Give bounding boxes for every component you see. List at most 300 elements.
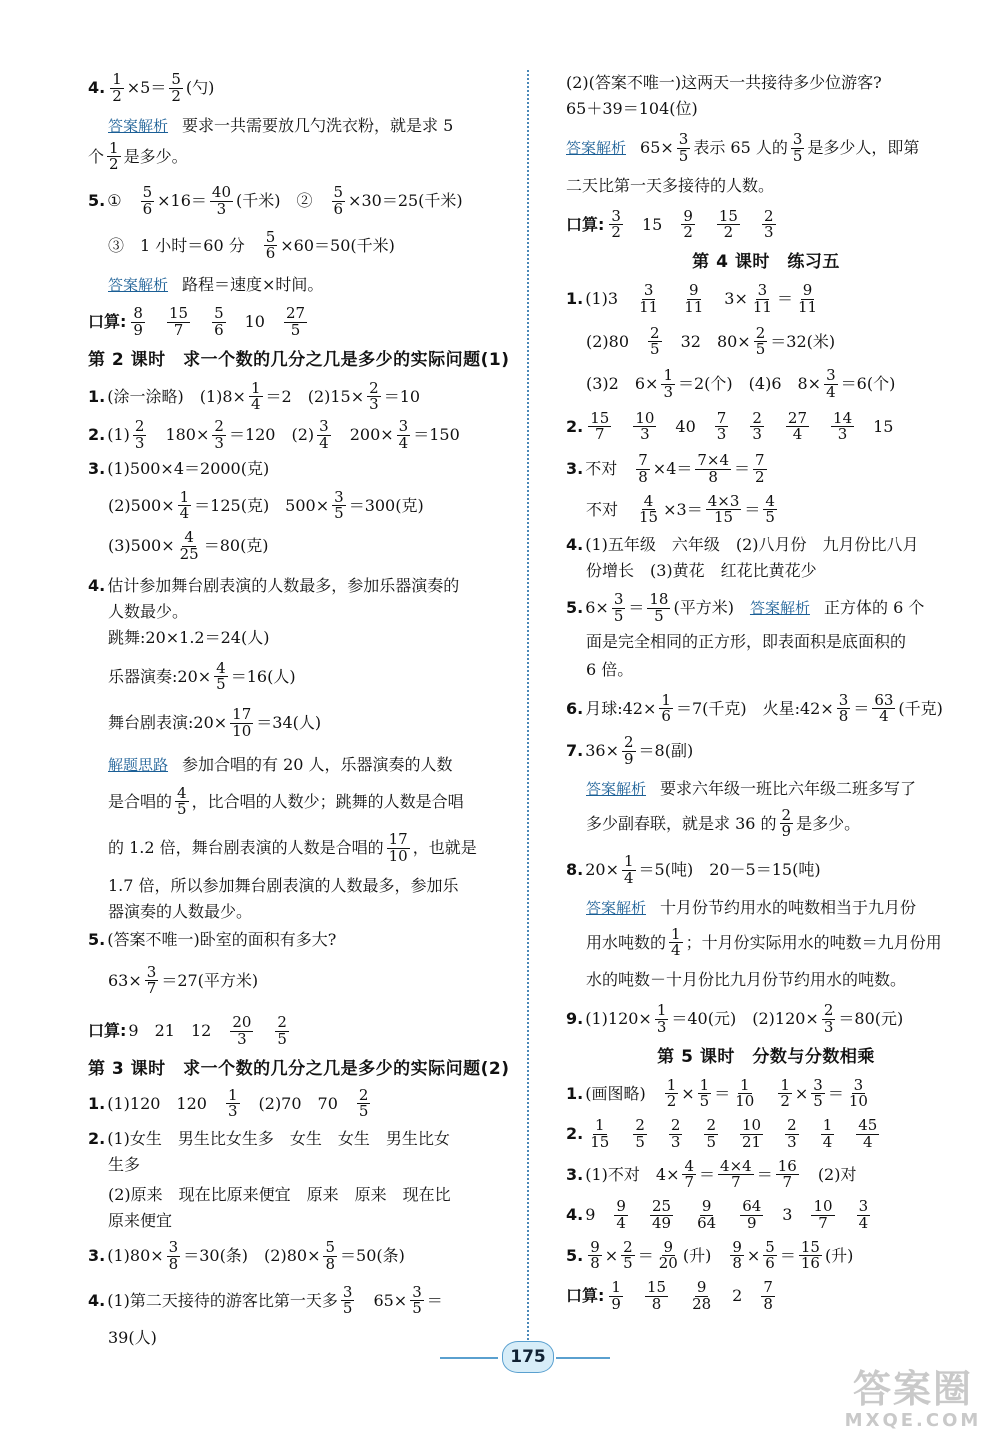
text-run: 9 bbox=[585, 1205, 612, 1225]
answer-line bbox=[88, 419, 520, 452]
text-run: ＝120 (2) bbox=[228, 425, 315, 445]
answer-tag: 答案解析 bbox=[108, 276, 169, 294]
fraction bbox=[648, 323, 662, 359]
answer-line bbox=[88, 72, 520, 105]
numerator: 1 bbox=[179, 487, 190, 506]
answer-line bbox=[566, 560, 966, 582]
text-run: ＝ bbox=[734, 459, 751, 479]
text-run bbox=[766, 1123, 782, 1145]
answer-line bbox=[88, 530, 520, 563]
text-run: (1)五年级 六年级 (2)八月份 九月份比八月 bbox=[585, 535, 919, 554]
text-run: (1)女生 男生比女生多 女生 女生 男生比女 bbox=[107, 1129, 450, 1148]
item-number: 6. bbox=[566, 698, 584, 718]
text-run: (升) bbox=[682, 1245, 728, 1265]
column-divider bbox=[527, 70, 529, 1360]
text-run: 180× bbox=[149, 425, 210, 445]
item-number: 2. bbox=[566, 416, 584, 436]
page-footer bbox=[440, 1335, 610, 1375]
fraction bbox=[622, 854, 636, 887]
denominator: 4 bbox=[616, 1213, 626, 1232]
text-run: ＝50(条) bbox=[340, 1246, 405, 1266]
text-run: 32 80× bbox=[664, 331, 751, 351]
text-run: (1)不对 4× bbox=[585, 1164, 680, 1184]
numerator: 1 bbox=[109, 138, 119, 157]
text-run: (1)120 120 bbox=[107, 1093, 223, 1113]
text-run: (2)原来 现在比原来便宜 原来 原来 现在比 bbox=[108, 1185, 451, 1204]
text-run: ① bbox=[107, 191, 138, 211]
denominator: 5 bbox=[412, 1299, 422, 1318]
denominator: 4 bbox=[858, 1213, 869, 1232]
numerator: 2 bbox=[214, 417, 224, 435]
text-run bbox=[148, 311, 164, 333]
denominator: 16 bbox=[800, 1254, 820, 1273]
numerator: 25 bbox=[651, 1197, 672, 1215]
numerator: 3 bbox=[853, 1075, 864, 1094]
item-number: 2. bbox=[88, 1129, 106, 1148]
text-run: 6 倍。 bbox=[586, 659, 634, 679]
numerator: 3 bbox=[611, 206, 621, 225]
text-run: 二天比第一天多接待的人数。 bbox=[566, 175, 775, 195]
text-run: ＝40(元) (2)120× bbox=[671, 1009, 819, 1029]
text-run: 3 bbox=[766, 1205, 809, 1225]
answer-line bbox=[566, 98, 966, 120]
text-run bbox=[802, 1123, 818, 1145]
denominator: 4 bbox=[879, 707, 889, 726]
answer-line bbox=[88, 1184, 520, 1206]
denominator: 4 bbox=[826, 382, 836, 401]
denominator: 10 bbox=[735, 1092, 755, 1111]
right-column bbox=[566, 72, 966, 1313]
denominator: 7 bbox=[731, 1173, 741, 1192]
answer-line bbox=[566, 897, 966, 919]
text-run bbox=[614, 1123, 630, 1145]
fraction bbox=[763, 491, 777, 527]
text-run: 多少副春联，就是求 36 的 bbox=[586, 813, 777, 833]
item-number: 1. bbox=[566, 289, 584, 309]
numerator: 17 bbox=[232, 705, 252, 723]
text-run: ＝ bbox=[699, 1164, 716, 1184]
fraction bbox=[284, 306, 307, 339]
fraction bbox=[214, 658, 228, 694]
fraction bbox=[357, 1085, 371, 1121]
text-run: 要求一共需要放几勺洗衣粉，就是求 5 bbox=[182, 115, 454, 135]
numerator: 7×4 bbox=[697, 451, 730, 469]
fraction bbox=[661, 368, 675, 401]
numerator: 9 bbox=[683, 206, 693, 225]
item-number: 口算: bbox=[566, 1286, 605, 1306]
text-run bbox=[614, 416, 630, 438]
fraction bbox=[750, 408, 764, 444]
denominator: 5 bbox=[342, 1299, 353, 1318]
text-run: 1.7 倍，所以参加舞台剧表演的人数最多，参加乐 bbox=[108, 875, 459, 895]
numerator: 9 bbox=[732, 1237, 742, 1256]
fraction bbox=[637, 491, 660, 527]
text-run: 参加合唱的有 20 人，乐器演奏的人数 bbox=[182, 754, 453, 774]
item-number: 5. bbox=[566, 1245, 584, 1265]
text-run: ＝ bbox=[756, 1164, 773, 1184]
denominator: 6 bbox=[214, 320, 224, 339]
numerator: 14 bbox=[833, 408, 853, 427]
text-run: 份增长 (3)黄花 红花比黄花少 bbox=[586, 561, 817, 580]
denominator: 5 bbox=[635, 1132, 645, 1151]
answer-line bbox=[566, 924, 966, 960]
answer-line bbox=[566, 323, 966, 359]
item-number: 5. bbox=[88, 191, 106, 211]
text-run: 用水吨数的 bbox=[586, 932, 667, 952]
text-run bbox=[837, 1123, 853, 1145]
denominator: 4 bbox=[319, 433, 329, 452]
text-run: ＝5(吨) 20－5＝15(吨) bbox=[638, 860, 821, 880]
denominator: 4 bbox=[863, 1132, 873, 1151]
answer-tag: 答案解析 bbox=[586, 779, 647, 798]
answer-line bbox=[88, 901, 520, 923]
denominator: 5 bbox=[650, 340, 660, 359]
fraction bbox=[633, 408, 656, 444]
text-run: ×16＝ bbox=[157, 191, 207, 211]
text-run: 不对 bbox=[586, 499, 635, 519]
denominator: 2 bbox=[109, 155, 119, 174]
text-run: ③ 1 小时＝60 分 bbox=[108, 235, 261, 255]
text-run bbox=[721, 1204, 737, 1226]
denominator: 5 bbox=[678, 146, 689, 165]
numerator: 10 bbox=[635, 408, 655, 427]
fraction bbox=[695, 1199, 718, 1232]
fraction bbox=[740, 1199, 763, 1232]
text-run: 舞台剧表演:20× bbox=[108, 713, 228, 733]
numerator: 7 bbox=[755, 451, 765, 469]
denominator: 4 bbox=[398, 433, 409, 452]
numerator: 4 bbox=[765, 491, 775, 510]
fraction bbox=[275, 1015, 289, 1048]
numerator: 1 bbox=[661, 690, 671, 709]
fraction bbox=[167, 1240, 181, 1273]
fraction bbox=[588, 1237, 602, 1273]
numerator: 3 bbox=[792, 130, 803, 148]
numerator: 3 bbox=[168, 1238, 179, 1256]
fraction bbox=[264, 227, 278, 263]
denominator: 4 bbox=[822, 1132, 833, 1151]
fraction bbox=[367, 378, 381, 414]
numerator: 5 bbox=[214, 304, 224, 322]
text-run: 200× bbox=[333, 425, 394, 445]
numerator: 15 bbox=[800, 1237, 820, 1256]
text-run: (3)500× bbox=[108, 536, 175, 556]
text-run: ×3＝ bbox=[663, 499, 703, 519]
text-run bbox=[759, 1083, 775, 1105]
denominator: 8 bbox=[168, 1254, 179, 1273]
text-run: 65＋39＝104(位) bbox=[566, 99, 698, 118]
numerator: 1 bbox=[666, 1075, 677, 1094]
denominator: 9 bbox=[133, 320, 143, 339]
numerator: 2 bbox=[369, 378, 379, 397]
fraction bbox=[323, 1240, 337, 1273]
fraction bbox=[740, 1118, 763, 1151]
fraction bbox=[665, 1075, 679, 1111]
numerator: 3 bbox=[757, 281, 768, 299]
numerator: 2 bbox=[823, 1001, 834, 1019]
text-run: ＝ bbox=[628, 598, 645, 618]
numerator: 15 bbox=[646, 1278, 667, 1296]
text-run: 第 2 课时 求一个数的几分之几是多少的实际问题(1) bbox=[88, 349, 510, 370]
numerator: 2 bbox=[787, 1116, 797, 1134]
fraction bbox=[637, 283, 660, 316]
fraction bbox=[614, 1199, 628, 1232]
text-run: ×4＝ bbox=[652, 459, 693, 479]
text-run: (1)3 bbox=[585, 289, 635, 309]
numerator: 3 bbox=[334, 487, 344, 506]
numerator: 4 bbox=[177, 783, 187, 802]
fraction bbox=[690, 1280, 713, 1313]
fraction bbox=[110, 72, 124, 105]
text-run bbox=[731, 416, 747, 438]
text-run: 第 4 课时 练习五 bbox=[692, 252, 840, 272]
text-run: ＝34(人) bbox=[256, 713, 322, 733]
answer-line bbox=[88, 1015, 520, 1048]
denominator: 5 bbox=[654, 606, 664, 625]
text-run: (升) bbox=[824, 1245, 854, 1265]
fraction bbox=[785, 1118, 799, 1151]
answer-line bbox=[566, 534, 966, 556]
denominator: 3 bbox=[640, 425, 650, 444]
denominator: 5 bbox=[755, 340, 766, 359]
fraction bbox=[107, 138, 121, 174]
section-heading bbox=[566, 1046, 966, 1068]
text-run: 9 21 12 bbox=[128, 1021, 228, 1041]
text-run: 生多 bbox=[108, 1155, 141, 1174]
fraction bbox=[647, 592, 670, 625]
text-run: × bbox=[604, 1245, 619, 1265]
numerator: 9 bbox=[688, 281, 699, 299]
text-run: (千克) bbox=[898, 698, 943, 718]
numerator: 3 bbox=[319, 417, 329, 435]
fraction bbox=[178, 487, 192, 523]
fraction bbox=[695, 453, 731, 486]
text-run: 路程＝速度×时间。 bbox=[182, 275, 324, 294]
answer-line bbox=[566, 778, 966, 800]
numerator: 9 bbox=[616, 1197, 626, 1215]
text-run: 十月份节约用水的吨数相当于九月份 bbox=[660, 897, 917, 917]
text-run: 个 bbox=[88, 146, 105, 166]
text-run: 面是完全相同的正方形，即表面积是底面积的 bbox=[586, 631, 907, 651]
answer-line bbox=[88, 378, 520, 414]
fraction bbox=[341, 1282, 355, 1318]
denominator: 6 bbox=[765, 1254, 775, 1273]
text-run: (2)70 70 bbox=[242, 1093, 354, 1113]
answer-line bbox=[566, 72, 966, 94]
text-run: (3)2 6× bbox=[586, 374, 659, 394]
denominator: 8 bbox=[838, 707, 849, 726]
denominator: 9 bbox=[746, 1213, 757, 1232]
text-run: ＝7(千克) 火星:42× bbox=[675, 698, 834, 718]
fraction bbox=[609, 1280, 623, 1313]
answer-line bbox=[88, 138, 520, 174]
text-run: (勺) bbox=[185, 78, 215, 98]
denominator: 2 bbox=[666, 1092, 677, 1111]
answer-line bbox=[566, 283, 966, 316]
fraction bbox=[141, 185, 155, 218]
answer-line bbox=[566, 491, 966, 527]
item-number: 口算: bbox=[88, 1021, 127, 1041]
text-run bbox=[193, 311, 209, 333]
text-run: (1)第二天接待的游客比第一天多 bbox=[107, 1290, 338, 1310]
numerator: 27 bbox=[286, 304, 306, 322]
denominator: 9 bbox=[611, 1294, 621, 1313]
answer-line bbox=[566, 175, 966, 197]
numerator: 1 bbox=[623, 852, 634, 870]
denominator: 64 bbox=[697, 1213, 717, 1232]
fraction bbox=[178, 530, 201, 563]
numerator: 3 bbox=[678, 130, 689, 148]
answer-line bbox=[88, 1282, 520, 1318]
text-run: × bbox=[794, 1083, 809, 1103]
text-run: ×30＝25(千米) bbox=[348, 191, 463, 211]
denominator: 7 bbox=[818, 1213, 828, 1232]
numerator: 2 bbox=[134, 417, 145, 435]
text-run: 36× bbox=[585, 741, 619, 761]
denominator: 3 bbox=[369, 395, 379, 414]
denominator: 10 bbox=[388, 846, 408, 865]
fraction bbox=[650, 1199, 673, 1232]
numerator: 2 bbox=[706, 1116, 716, 1134]
text-run: ＝300(克) bbox=[348, 495, 424, 515]
denominator: 5 bbox=[813, 1092, 823, 1111]
fraction bbox=[612, 592, 626, 625]
answer-line bbox=[566, 132, 966, 165]
text-run: 的 1.2 倍，舞台剧表演的人数是合唱的 bbox=[108, 838, 384, 858]
denominator: 4 bbox=[623, 868, 634, 887]
answer-line bbox=[566, 368, 966, 401]
fraction bbox=[317, 419, 331, 452]
item-number: 5. bbox=[88, 929, 106, 949]
text-run: 要求六年级一班比六年级二班多写了 bbox=[660, 778, 917, 798]
denominator: 5 bbox=[765, 508, 775, 527]
answer-line bbox=[566, 1003, 966, 1036]
fraction bbox=[786, 408, 809, 444]
answer-line bbox=[88, 627, 520, 649]
denominator: 20 bbox=[658, 1254, 678, 1273]
denominator: 9 bbox=[781, 822, 792, 841]
numerator: 18 bbox=[649, 590, 669, 608]
numerator: 2 bbox=[764, 206, 774, 225]
denominator: 5 bbox=[177, 800, 187, 819]
text-run: ＝27(平方米) bbox=[161, 970, 259, 990]
denominator: 7 bbox=[684, 1173, 695, 1192]
numerator: 1 bbox=[227, 1085, 238, 1104]
fraction bbox=[657, 1237, 680, 1273]
numerator: 15 bbox=[590, 408, 610, 427]
fraction bbox=[856, 1118, 879, 1151]
fraction bbox=[622, 735, 636, 768]
fraction bbox=[588, 1118, 611, 1151]
text-run: × bbox=[681, 1083, 695, 1103]
answer-line bbox=[88, 832, 520, 865]
text-run bbox=[767, 416, 783, 438]
fraction bbox=[588, 408, 611, 444]
numerator: 2 bbox=[781, 805, 792, 824]
numerator: 3 bbox=[813, 1075, 823, 1094]
denominator: 15 bbox=[590, 1132, 610, 1151]
text-run bbox=[812, 416, 828, 438]
text-run: (2)500× bbox=[108, 495, 175, 515]
denominator: 2 bbox=[112, 86, 122, 105]
left-column bbox=[88, 72, 520, 1349]
denominator: 3 bbox=[227, 1102, 238, 1121]
text-run bbox=[721, 1123, 737, 1145]
watermark-top: 答案圈 bbox=[852, 1367, 973, 1411]
item-number: 口算: bbox=[88, 312, 127, 332]
fraction bbox=[796, 283, 819, 316]
fraction bbox=[730, 1237, 744, 1273]
denominator: 11 bbox=[752, 297, 772, 316]
fraction bbox=[645, 1280, 668, 1313]
text-run: (平方米) bbox=[673, 598, 750, 618]
answer-line bbox=[566, 854, 966, 887]
numerator: 8 bbox=[133, 304, 143, 322]
watermark-bottom: MXQE.COM bbox=[844, 1410, 982, 1431]
fraction bbox=[780, 805, 794, 841]
denominator: 2 bbox=[780, 1092, 790, 1111]
numerator: 2 bbox=[623, 1237, 633, 1256]
fraction bbox=[169, 72, 183, 105]
numerator: 1 bbox=[594, 1116, 605, 1134]
denominator: 15 bbox=[639, 508, 659, 527]
denominator: 21 bbox=[742, 1132, 762, 1151]
text-run: 水的吨数－十月份比九月份节约用水的吨数。 bbox=[586, 970, 907, 989]
fraction bbox=[718, 1156, 754, 1192]
fraction bbox=[655, 1003, 669, 1036]
denominator: 8 bbox=[732, 1254, 742, 1273]
answer-tag: 解题思路 bbox=[108, 755, 169, 774]
denominator: 2 bbox=[755, 467, 765, 486]
watermark-logo bbox=[838, 1367, 988, 1437]
answer-line bbox=[88, 962, 520, 998]
denominator: 5 bbox=[623, 1254, 633, 1273]
numerator: 4 bbox=[184, 528, 194, 546]
numerator: 1 bbox=[656, 1001, 667, 1019]
denominator: 11 bbox=[639, 297, 659, 316]
denominator: 5 bbox=[358, 1102, 369, 1121]
denominator: 3 bbox=[214, 433, 224, 452]
answer-line bbox=[88, 1154, 520, 1176]
text-run: ＝125(克) 500× bbox=[194, 495, 330, 515]
denominator: 3 bbox=[663, 382, 673, 401]
numerator: 4 bbox=[643, 491, 654, 510]
fraction bbox=[791, 132, 805, 165]
denominator: 2 bbox=[171, 86, 181, 105]
denominator: 11 bbox=[797, 297, 818, 316]
denominator: 8 bbox=[708, 467, 718, 486]
denominator: 3 bbox=[670, 1132, 681, 1151]
text-run: 是多少。 bbox=[796, 813, 861, 833]
denominator: 5 bbox=[216, 675, 226, 694]
text-run bbox=[671, 1285, 687, 1307]
text-run: 人数最少。 bbox=[108, 601, 189, 621]
text-run bbox=[743, 214, 759, 236]
denominator: 2 bbox=[723, 223, 734, 242]
numerator: 5 bbox=[171, 70, 181, 88]
answer-line bbox=[566, 690, 966, 726]
numerator: 5 bbox=[265, 227, 276, 246]
text-run: (2)对 bbox=[801, 1164, 857, 1184]
text-run: ，也就是 bbox=[412, 838, 477, 858]
item-number: 口算: bbox=[566, 214, 605, 234]
item-number: 1. bbox=[88, 386, 106, 406]
answer-line bbox=[88, 658, 520, 694]
answer-line bbox=[566, 1237, 966, 1273]
answer-line bbox=[88, 1085, 520, 1121]
text-run: ，比合唱的人数少；跳舞的人数是合唱 bbox=[191, 791, 464, 811]
fraction bbox=[682, 1156, 696, 1192]
